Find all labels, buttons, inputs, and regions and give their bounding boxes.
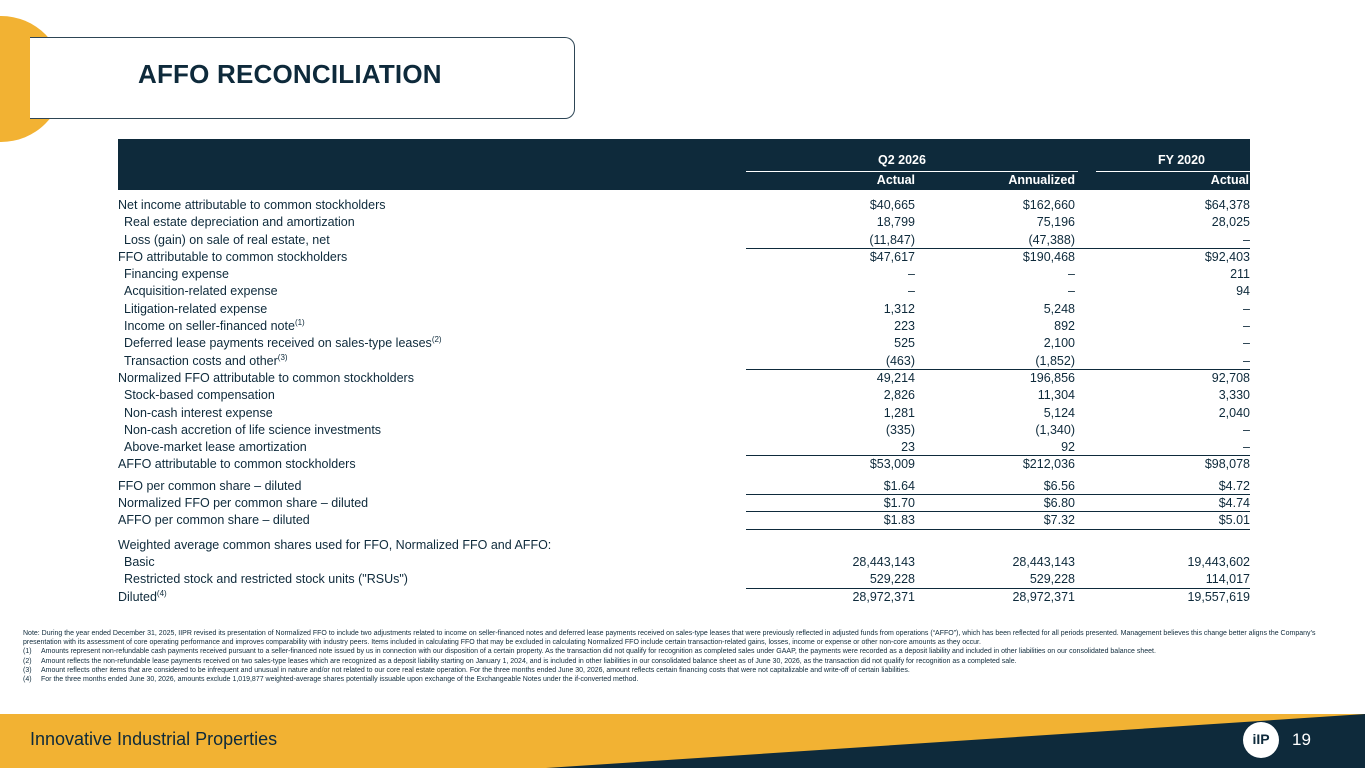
table-row-per-share: FFO per common share – diluted $1.64 $6.56 $4.72: [118, 478, 1250, 495]
table-row-subtotal: Normalized FFO attributable to common stockholders 49,214 196,856 92,708: [118, 370, 1250, 385]
footnote-ref: (4): [156, 588, 167, 598]
table-row-subtotal: FFO attributable to common stockholders $47,617 $190,468 $92,403: [118, 249, 1250, 264]
table-row: Net income attributable to common stockholders $40,665 $162,660 $64,378: [118, 198, 1250, 212]
table-row: Real estate depreciation and amortization 18,799 75,196 28,025: [124, 215, 1250, 230]
header-group-rule: [1096, 171, 1250, 172]
footnote-item: (2) Amount reflects the non-refundable lease payments received on two sales-type leases which are recognized as a deposit liability starting on January 1, 2024, and is included in other liabilities in our consolidated balance sheet as of June 30, 2026, as the transaction did not qualify for recognition as a completed sale.: [23, 657, 1017, 665]
table-row: Deferred lease payments received on sales-type leases$^{(2)}$ 525 2,100 –: [124, 335, 1250, 351]
logo-text: iIP: [1252, 731, 1270, 747]
footnote-ref: (1): [294, 317, 305, 327]
affo-reconciliation-table: [118, 139, 1250, 606]
page-number: 19: [1292, 730, 1311, 749]
period-header-fy-2020: FY 2020: [1157, 153, 1205, 167]
table-row-total: Diluted$^{(4)}$ 28,972,371 28,972,371 19,557,619: [118, 588, 1250, 604]
footnote-item: (1) Amounts represent non-refundable cash payments received pursuant to a seller-financed note issued by us in connection with our disposition of a certain property. As the transaction did not qualify for recognition as completed sales under GAAP, the payments were recorded as a deposit liability and included in other liabilities on our consolidated balance sheet.: [23, 648, 1156, 656]
table-row: Basic 28,443,143 28,443,143 19,443,602: [124, 554, 1250, 569]
table-row: Non-cash accretion of life science investments (335) (1,340) –: [124, 422, 1250, 437]
table-section-heading: Weighted average common shares used for FFO, Normalized FFO and AFFO:: [118, 537, 552, 552]
header-group-rule: [746, 171, 1078, 172]
note-main: Note: During the year ended December 31, 2025, IIPR revised its presentation of Normalized FFO to include two adjustments related to income on seller-financed notes and deferred lease payments received on sales-type leases that were previously reflected in adjusted funds from operations (“AFFO”), which has been reflected for all periods presented. Management believes this change better aligns the Company’s presentation with its assessment of core operating performance and improves comparability with industry peers. Items included in calculating FFO that may be excluded in calculating Normalized FFO include certain transaction-related gains, losses, income or expense or other non-core amounts as they occur.: [23, 630, 1316, 647]
column-header-actual-fy: Actual: [1210, 173, 1249, 187]
table-row: Restricted stock and restricted stock units ("RSUs") 529,228 529,228 114,017: [118, 571, 1250, 588]
company-logo-icon: [1243, 722, 1279, 758]
table-row: Acquisition-related expense – – 94: [124, 284, 1250, 299]
table-row: Stock-based compensation 2,826 11,304 3,330: [124, 388, 1250, 403]
table-row-per-share: AFFO per common share – diluted $1.83 $7.32 $5.01: [118, 512, 1250, 529]
table-row: Above-market lease amortization 23 92 –: [118, 439, 1250, 456]
footnote-ref: (2): [431, 335, 442, 345]
table-row: Non-cash interest expense 1,281 5,124 2,040: [124, 405, 1250, 420]
footnote-item: (3) Amount reflects other items that are considered to be infrequent and unusual in nature and/or not related to our core real estate operation. For the three months ended June 30, 2026, amount reflects certain financing costs that were not capitalizable and write-off of certain liabilities.: [23, 666, 910, 674]
footnote-item: (4) For the three months ended June 30, 2026, amounts exclude 1,019,877 weighted-average shares potentially issuable upon exchange of the Exchangeable Notes under the if-converted method.: [23, 676, 639, 684]
period-header-q2-2026: Q2 2026: [878, 153, 926, 167]
table-row-per-share: Normalized FFO per common share – diluted $1.70 $6.80 $4.74: [118, 495, 1250, 512]
footnotes: [23, 629, 1343, 684]
table-row: Financing expense – – 211: [124, 267, 1250, 282]
table-row: Transaction costs and other$^{(3)}$ (463) (1,852) –: [118, 353, 1250, 370]
table-row: Loss (gain) on sale of real estate, net (11,847) (47,388) –: [118, 232, 1250, 249]
table-header: [118, 139, 1250, 190]
column-header-actual: Actual: [876, 173, 915, 187]
page-title: AFFO RECONCILIATION: [138, 59, 442, 89]
table-row-total: AFFO attributable to common stockholders $53,009 $212,036 $98,078: [118, 457, 1250, 472]
table-row: Income on seller-financed note$^{(1)}$ 223 892 –: [124, 317, 1250, 334]
table-row: Litigation-related expense 1,312 5,248 –: [124, 301, 1250, 316]
column-header-annualized: Annualized: [1008, 173, 1075, 187]
footnote-ref: (3): [277, 352, 288, 362]
footer-company-name: Innovative Industrial Properties: [30, 729, 278, 749]
